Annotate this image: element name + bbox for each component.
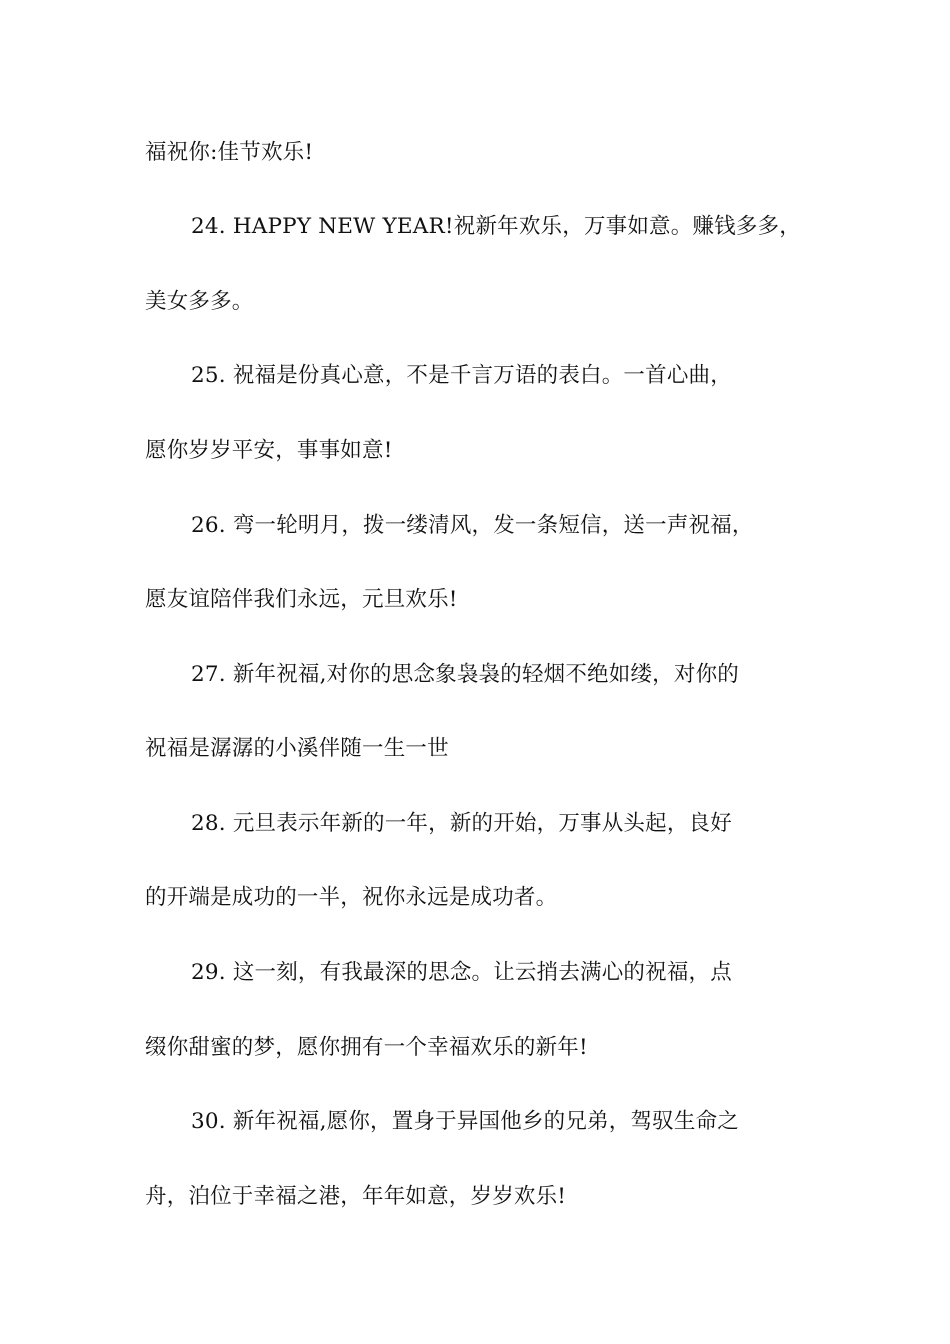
text-line: 美女多多。 — [145, 289, 254, 314]
text-line: 祝福是潺潺的小溪伴随一生一世 — [145, 736, 449, 761]
text-line: 缀你甜蜜的梦，愿你拥有一个幸福欢乐的新年! — [145, 1035, 588, 1060]
text-line: 舟，泊位于幸福之港，年年如意，岁岁欢乐! — [145, 1184, 567, 1209]
text-line: 28. 元旦表示年新的一年，新的开始，万事从头起，良好 — [191, 811, 732, 836]
text-line: 29. 这一刻，有我最深的思念。让云捎去满心的祝福，点 — [191, 960, 732, 985]
text-line: 27. 新年祝福,对你的思念象袅袅的轻烟不绝如缕，对你的 — [191, 662, 739, 687]
text-line: 24. HAPPY NEW YEAR!祝新年欢乐，万事如意。赚钱多多， — [191, 214, 801, 239]
text-line: 愿你岁岁平安，事事如意! — [145, 438, 393, 463]
text-line: 25. 祝福是份真心意，不是千言万语的表白。一首心曲， — [191, 363, 732, 388]
text-line: 福祝你:佳节欢乐! — [145, 140, 314, 165]
text-line: 愿友谊陪伴我们永远，元旦欢乐! — [145, 587, 458, 612]
text-line: 26. 弯一轮明月，拨一缕清风，发一条短信，送一声祝福， — [191, 513, 754, 538]
text-line: 30. 新年祝福,愿你，置身于异国他乡的兄弟，驾驭生命之 — [191, 1109, 739, 1134]
text-line: 的开端是成功的一半，祝你永远是成功者。 — [145, 885, 558, 910]
